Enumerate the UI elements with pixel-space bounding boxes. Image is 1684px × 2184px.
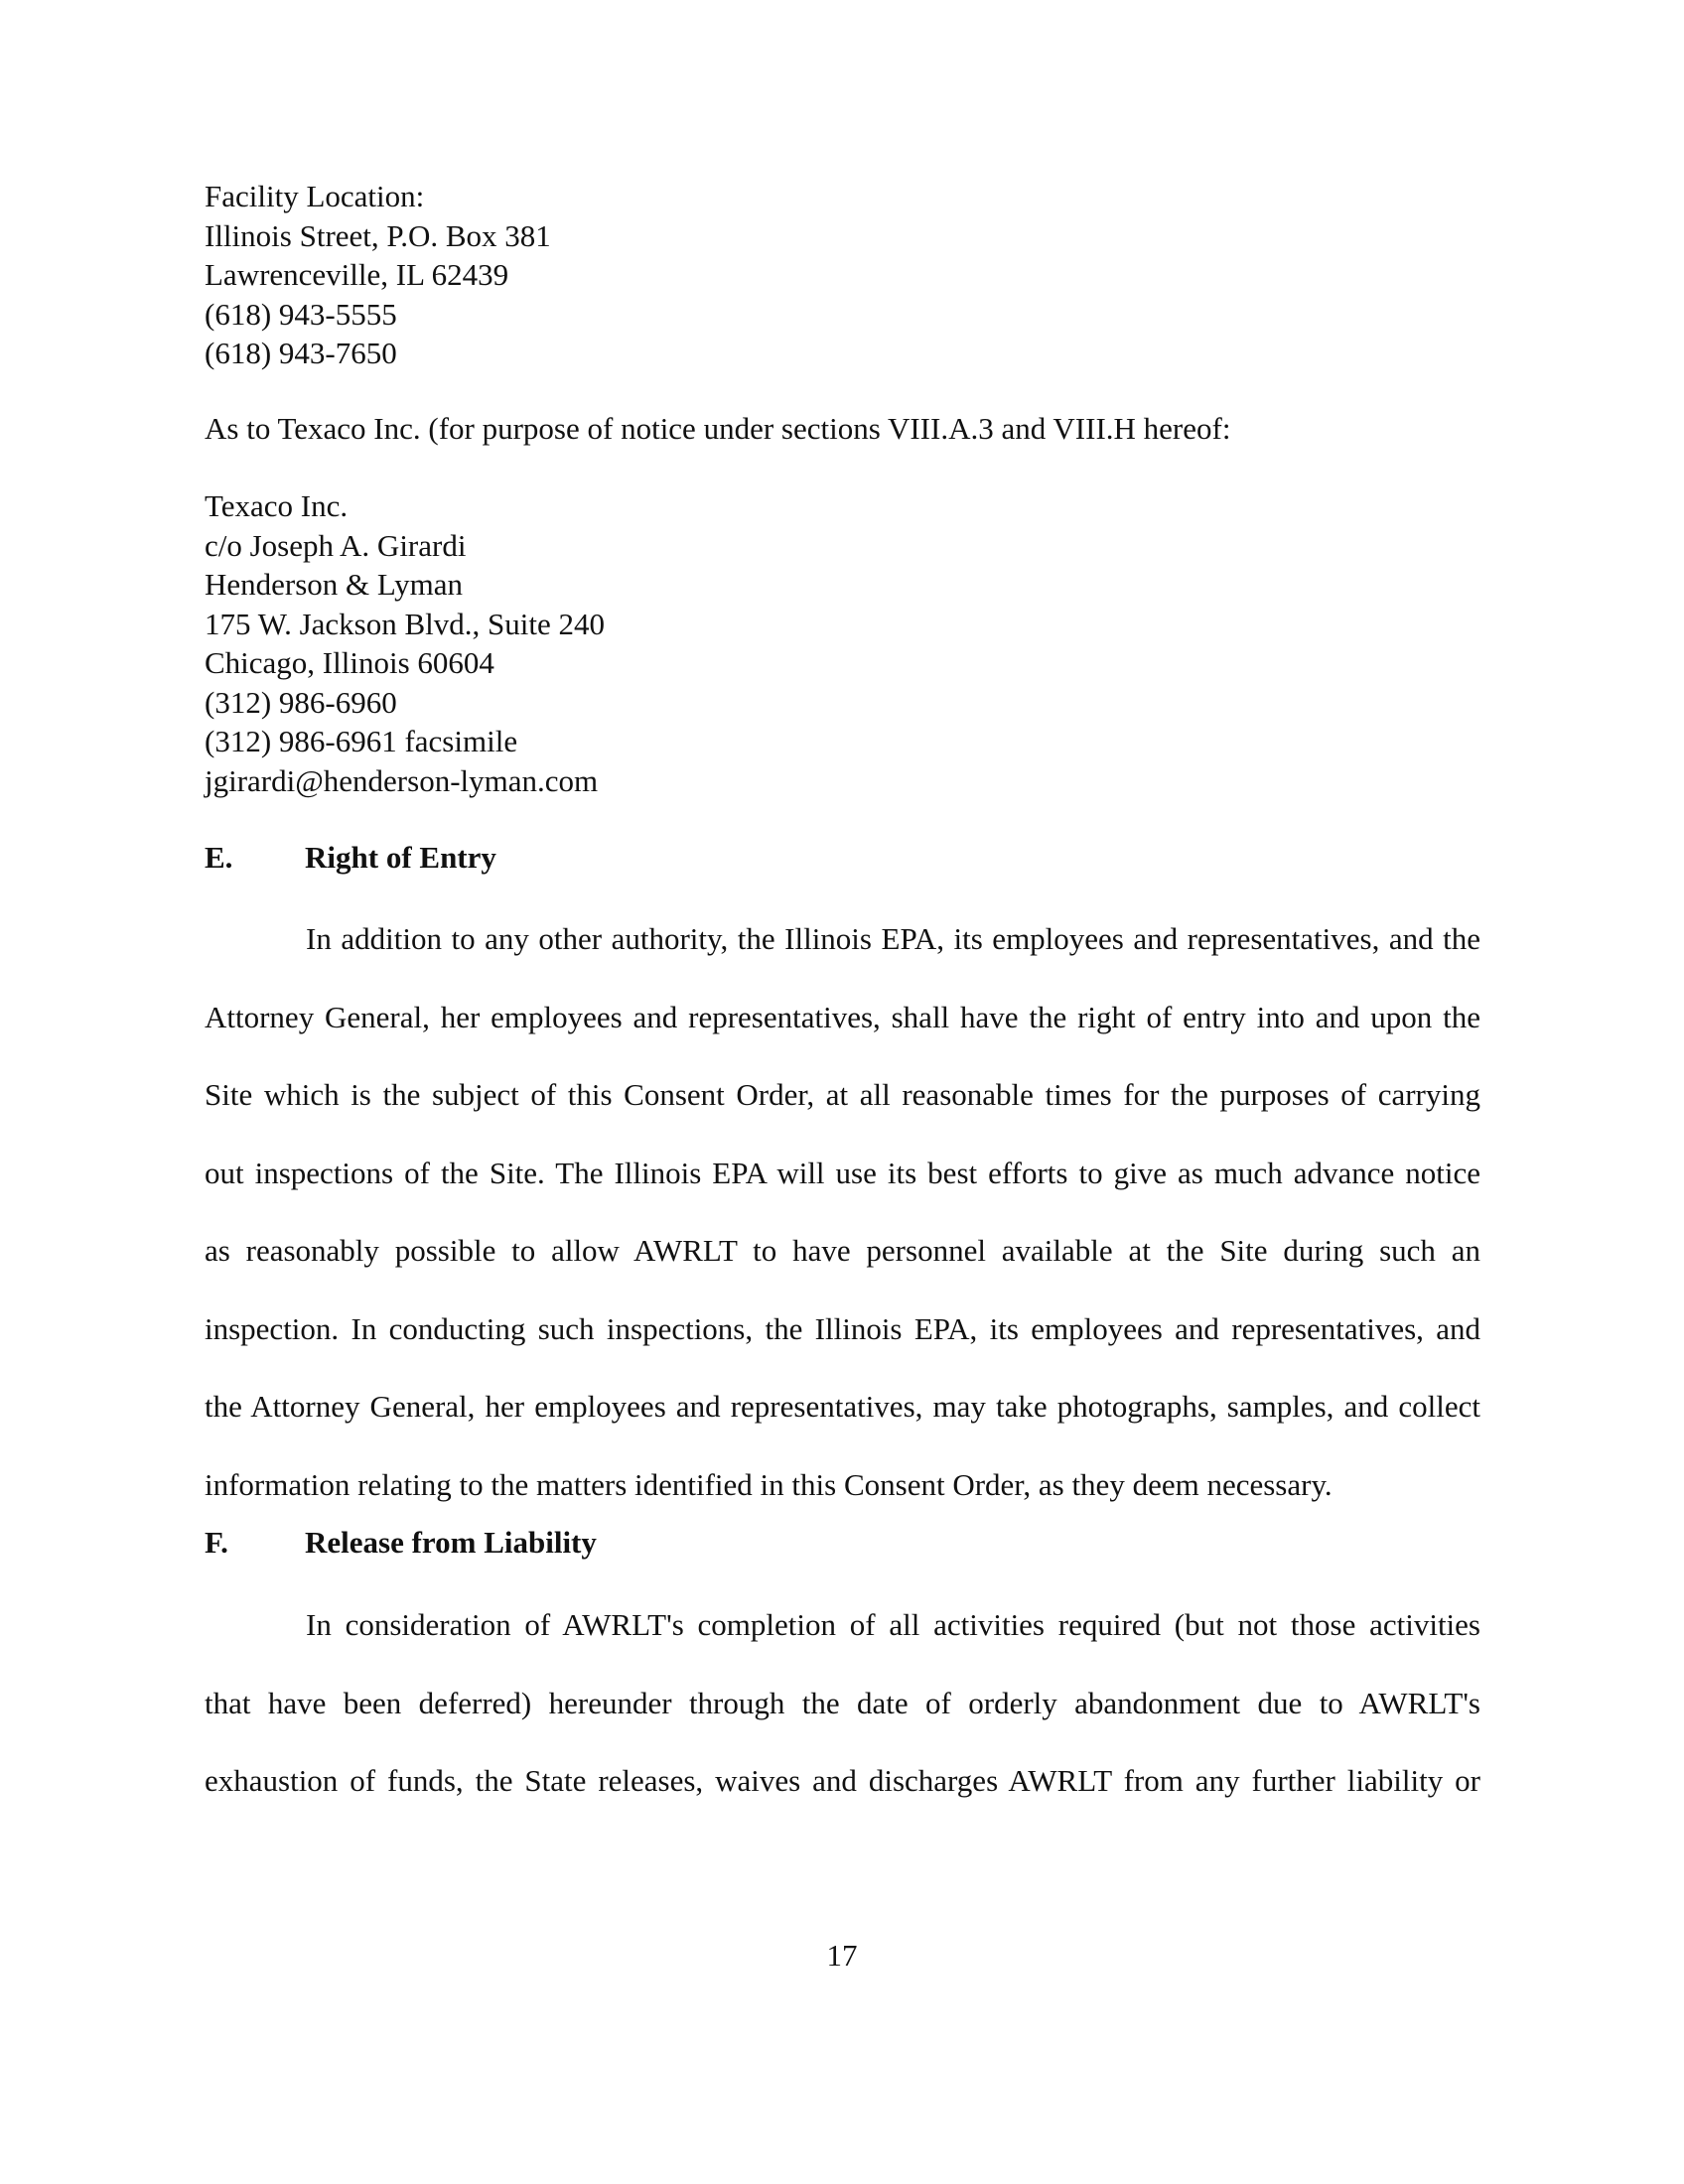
facility-location-block [205,177,551,373]
facility-line: (618) 943-7650 [205,336,397,370]
body-line: the Attorney General, her employees and representatives, may take photographs, samples, and collect [205,1389,1480,1424]
texaco-line: Chicago, Illinois 60604 [205,645,494,680]
body-line: that have been deferred) hereunder through the date of orderly abandonment due to AWRLT's [205,1685,1480,1720]
body-line: Attorney General, her employees and representatives, shall have the right of entry into and upon the [205,999,1480,1034]
texaco-line: Henderson & Lyman [205,567,464,602]
body-line: information relating to the matters identified in this Consent Order, as they deem necessary. [205,1466,1333,1502]
texaco-line: (312) 986-6960 [205,684,397,720]
section-e-body [205,919,1480,1502]
section-e-heading [205,838,496,878]
section-f-title: Release from Liability [305,1525,597,1560]
texaco-notice-intro: As to Texaco Inc. (for purpose of notice under sections VIII.A.3 and VIII.H hereof: [205,411,1231,446]
texaco-line: 175 W. Jackson Blvd., Suite 240 [205,606,606,641]
facility-line: (618) 943-5555 [205,296,397,332]
body-line: exhaustion of funds, the State releases, waives and discharges AWRLT from any further liability or [205,1763,1480,1798]
body-line: inspection. In conducting such inspections, the Illinois EPA, its employees and representatives, and [205,1310,1480,1346]
section-f-letter: F. [205,1525,228,1560]
facility-line: Illinois Street, P.O. Box 381 [205,217,551,253]
section-e-letter: E. [205,840,233,875]
texaco-line: (312) 986-6961 facsimile [205,724,518,758]
texaco-email: jgirardi@henderson-lyman.com [205,762,599,798]
facility-line: Lawrenceville, IL 62439 [205,257,509,292]
facility-line: Facility Location: [205,179,425,213]
texaco-address-block [205,486,605,800]
section-f-heading [205,1523,597,1563]
section-e-title: Right of Entry [305,840,496,875]
body-line: Site which is the subject of this Consent Order, at all reasonable times for the purposes of carrying [205,1077,1480,1112]
page-number: 17 [826,1938,858,1973]
body-line: In consideration of AWRLT's completion of all activities required (but not those activities [306,1607,1480,1642]
texaco-line: Texaco Inc. [205,488,349,523]
body-line: out inspections of the Site. The Illinois EPA will use its best efforts to give as much advance notice [205,1155,1480,1190]
body-line: as reasonably possible to allow AWRLT to have personnel available at the Site during such an [205,1233,1480,1268]
section-f-body [205,1605,1480,1843]
texaco-line: c/o Joseph A. Girardi [205,527,467,563]
body-line: In addition to any other authority, the Illinois EPA, its employees and representatives, and the [306,921,1480,956]
